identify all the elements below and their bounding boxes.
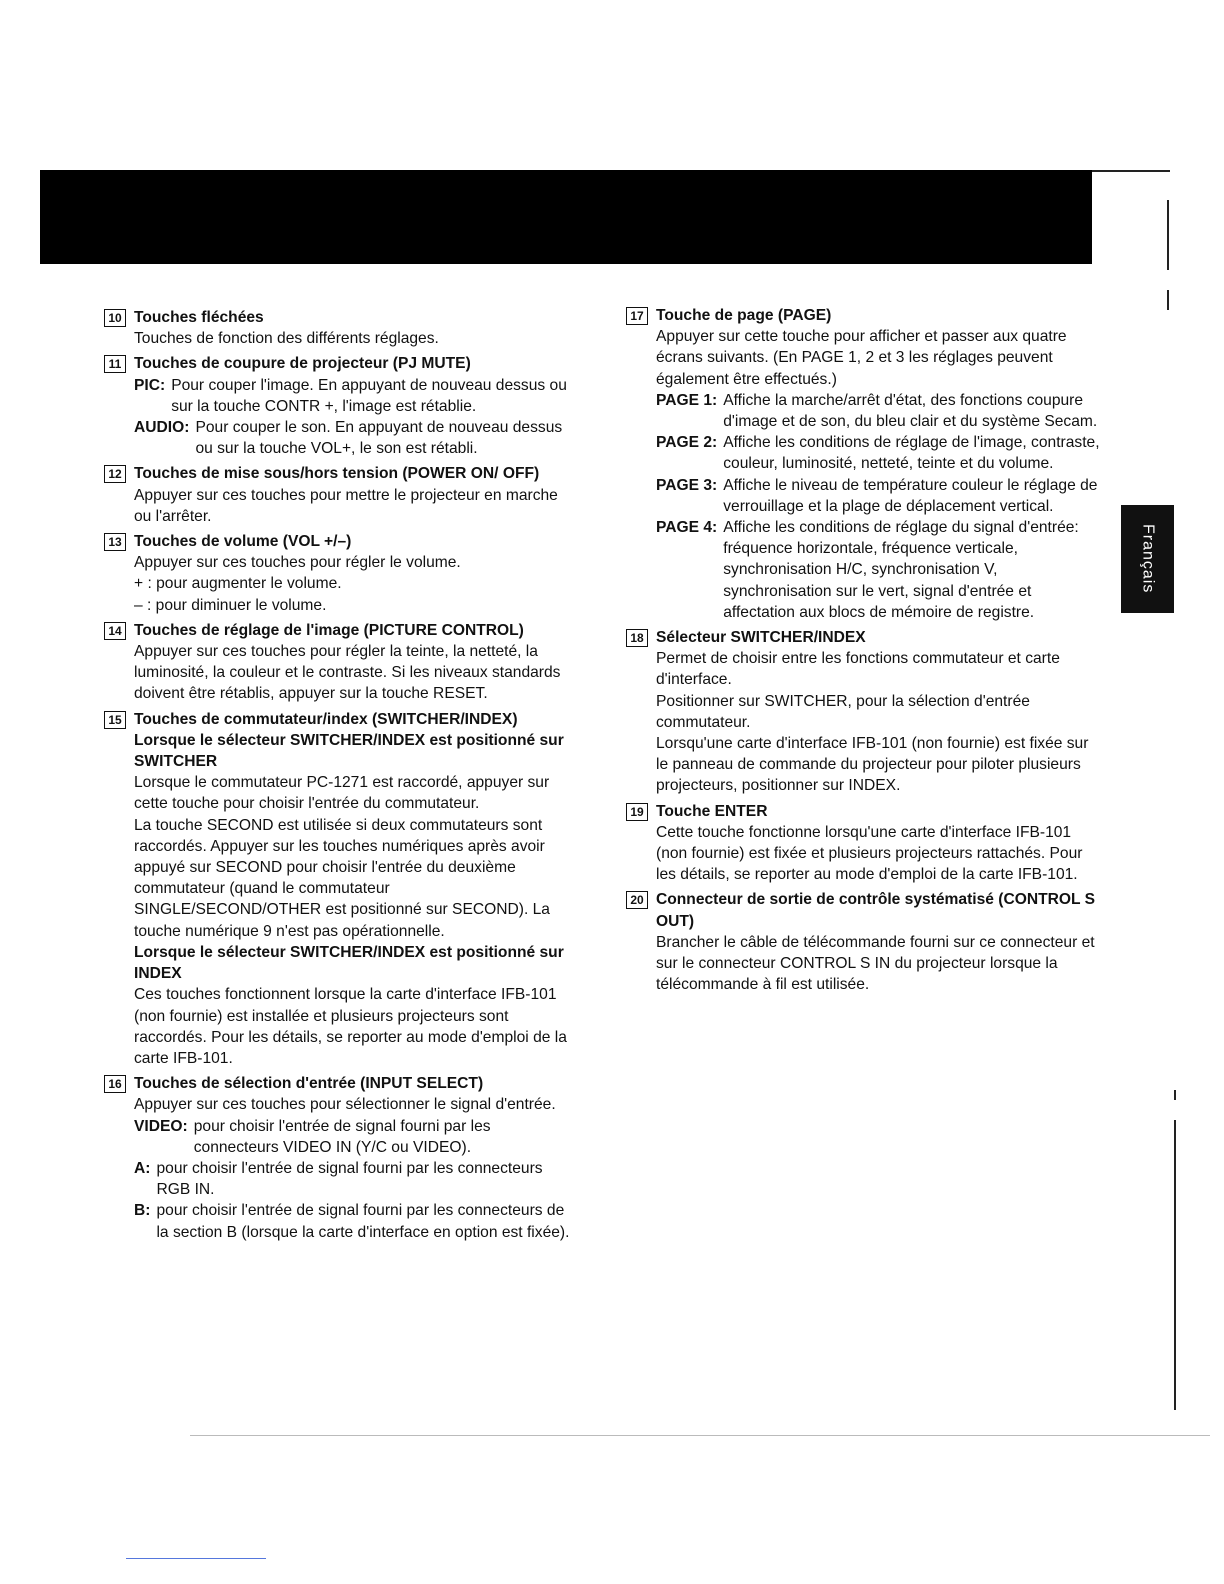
- item-title: Touche ENTER: [656, 802, 768, 820]
- def-key: PAGE 3:: [656, 476, 718, 494]
- item-minus: – : pour diminuer le volume.: [134, 596, 327, 614]
- def-row-page2: [656, 432, 1101, 474]
- item-title: Touches de coupure de projecteur (PJ MUTE): [134, 355, 471, 373]
- item-desc: Cette touche fonctionne lorsqu'une carte d'interface IFB-101 (non fournie) est fixée et plusieurs projecteurs rattachés. Pour les détails, se reporter au mode d'emploi de la carte IFB-101.: [656, 823, 1083, 884]
- item-number: 14: [104, 622, 126, 640]
- language-label: Français: [1139, 524, 1157, 594]
- item-desc: Appuyer sur ces touches pour sélectionner le signal d'entrée.: [134, 1096, 556, 1114]
- def-value: Affiche les conditions de réglage du signal d'entrée: fréquence horizontale, fréquence verticale, synchronisation H/C, synchronisation V, synchronisation sur le vert, signal d'entrée et affectation aux blocs de mémoire de registre.: [723, 519, 1079, 621]
- def-key: PIC:: [134, 376, 166, 394]
- item-plus: + : pour augmenter le volume.: [134, 575, 342, 593]
- item-12: [104, 463, 579, 527]
- item-para: Permet de choisir entre les fonctions commutateur et carte d'interface.: [656, 650, 1060, 689]
- margin-line: [1174, 1120, 1176, 1410]
- item-number: 20: [626, 891, 648, 909]
- item-number: 10: [104, 309, 126, 327]
- item-para: Positionner sur SWITCHER, pour la sélection d'entrée commutateur.: [656, 692, 1030, 731]
- item-desc: Touches de fonction des différents réglages.: [134, 330, 439, 348]
- margin-line: [1167, 290, 1169, 310]
- item-20: [626, 889, 1101, 995]
- item-desc: Appuyer sur ces touches pour mettre le projecteur en marche ou l'arrêter.: [134, 486, 558, 525]
- def-key: AUDIO:: [134, 419, 190, 437]
- item-15: [104, 709, 579, 1069]
- item-number: 17: [626, 307, 648, 325]
- header-bar: [40, 170, 1092, 264]
- def-value: Pour couper l'image. En appuyant de nouveau dessus ou sur la touche CONTR +, l'image est rétablie.: [171, 376, 567, 415]
- def-row-page3: [656, 475, 1101, 517]
- item-title: Touches de mise sous/hors tension (POWER ON/ OFF): [134, 465, 540, 483]
- item-para: Lorsque le commutateur PC-1271 est raccordé, appuyer sur cette touche pour choisir l'entrée du commutateur.: [134, 774, 550, 813]
- bottom-rule-blue: [126, 1558, 266, 1559]
- item-number: 19: [626, 803, 648, 821]
- item-number: 16: [104, 1075, 126, 1093]
- item-title: Touche de page (PAGE): [656, 307, 832, 324]
- margin-line: [1174, 1090, 1176, 1100]
- item-title: Sélecteur SWITCHER/INDEX: [656, 629, 866, 647]
- item-subtitle: Lorsque le sélecteur SWITCHER/INDEX est positionné sur SWITCHER: [134, 731, 564, 771]
- item-number: 11: [104, 355, 126, 373]
- item-title: Touches fléchées: [134, 309, 264, 326]
- def-value: Affiche le niveau de température couleur le réglage de verrouillage et la plage de déplacement vertical.: [723, 476, 1098, 515]
- def-value: pour choisir l'entrée de signal fourni par les connecteurs RGB IN.: [156, 1159, 543, 1199]
- item-13: [104, 531, 579, 616]
- item-desc: Brancher le câble de télécommande fourni sur ce connecteur et sur le connecteur CONTROL S IN du projecteur lorsque la télécommande à fil est utilisée.: [656, 933, 1095, 994]
- def-key: A:: [134, 1159, 151, 1177]
- def-row-video: [134, 1116, 579, 1158]
- bottom-rule: [190, 1435, 1210, 1436]
- item-number: 13: [104, 533, 126, 551]
- def-value: Pour couper le son. En appuyant de nouveau dessus ou sur la touche VOL+, le son est rétabli.: [195, 419, 563, 458]
- item-14: [104, 620, 579, 705]
- item-desc: Appuyer sur ces touches pour régler le volume.: [134, 554, 461, 572]
- def-row-a: [134, 1158, 579, 1200]
- def-row-b: [134, 1200, 579, 1242]
- def-key: PAGE 2:: [656, 434, 718, 452]
- def-value: pour choisir l'entrée de signal fourni par les connecteurs VIDEO IN (Y/C ou VIDEO).: [193, 1117, 491, 1156]
- def-value: Affiche les conditions de réglage de l'image, contraste, couleur, luminosité, netteté, teinte et du volume.: [723, 434, 1100, 473]
- def-key: PAGE 1:: [656, 391, 718, 409]
- def-row-page4: [656, 517, 1101, 623]
- item-desc: Appuyer sur cette touche pour afficher et passer aux quatre écrans suivants. (En PAGE 1, 2 et 3 les réglages peuvent également être effectués.): [656, 328, 1067, 388]
- item-number: 12: [104, 465, 126, 483]
- item-title: Touches de commutateur/index (SWITCHER/INDEX): [134, 710, 518, 728]
- def-row-pic: [134, 375, 579, 417]
- item-number: 18: [626, 629, 648, 647]
- item-18: [626, 627, 1101, 797]
- def-row-page1: [656, 390, 1101, 432]
- right-column: [626, 305, 1101, 1000]
- def-key: B:: [134, 1202, 151, 1220]
- left-column: [104, 307, 579, 1247]
- item-desc: Appuyer sur ces touches pour régler la teinte, la netteté, la luminosité, la couleur et le contraste. Si les niveaux standards doivent être rétablis, appuyer sur la touche RESET.: [134, 643, 561, 703]
- item-10: [104, 307, 579, 349]
- item-title: Connecteur de sortie de contrôle systématisé (CONTROL S OUT): [656, 891, 1096, 930]
- item-title: Touches de volume (VOL +/–): [134, 533, 352, 551]
- margin-line: [1167, 200, 1169, 270]
- def-key: VIDEO:: [134, 1117, 188, 1135]
- item-para: Ces touches fonctionnent lorsque la carte d'interface IFB-101 (non fournie) est installée et plusieurs projecteurs sont raccordés. Pour les détails, se reporter au mode d'emploi de la carte IFB-101.: [134, 986, 567, 1067]
- def-row-audio: [134, 417, 579, 459]
- item-17: [626, 305, 1101, 623]
- item-19: [626, 801, 1101, 886]
- def-key: PAGE 4:: [656, 519, 718, 537]
- def-value: pour choisir l'entrée de signal fourni par les connecteurs de la section B (lorsque la carte d'interface en option est fixée).: [156, 1202, 570, 1241]
- def-value: Affiche la marche/arrêt d'état, des fonctions coupure d'image et de son, du bleu clair et du système Secam.: [723, 391, 1098, 431]
- item-number: 15: [104, 711, 126, 729]
- item-16: [104, 1073, 579, 1243]
- item-subtitle: Lorsque le sélecteur SWITCHER/INDEX est positionné sur INDEX: [134, 943, 564, 983]
- language-tab: [1121, 505, 1174, 613]
- item-para: La touche SECOND est utilisée si deux commutateurs sont raccordés. Appuyer sur les touches numériques après avoir appuyé sur SECOND pour choisir l'entrée du deuxième commutateur (quand le commutateur SINGLE/SECOND/OTHER est positionné sur SECOND). La touche numérique 9 n'est pas opérationnelle.: [134, 816, 550, 940]
- item-para: Lorsqu'une carte d'interface IFB-101 (non fournie) est fixée sur le panneau de commande du projecteur pour piloter plusieurs projecteurs, positionner sur INDEX.: [656, 735, 1089, 795]
- item-title: Touches de sélection d'entrée (INPUT SELECT): [134, 1075, 484, 1093]
- item-11: [104, 353, 579, 459]
- item-title: Touches de réglage de l'image (PICTURE CONTROL): [134, 621, 524, 639]
